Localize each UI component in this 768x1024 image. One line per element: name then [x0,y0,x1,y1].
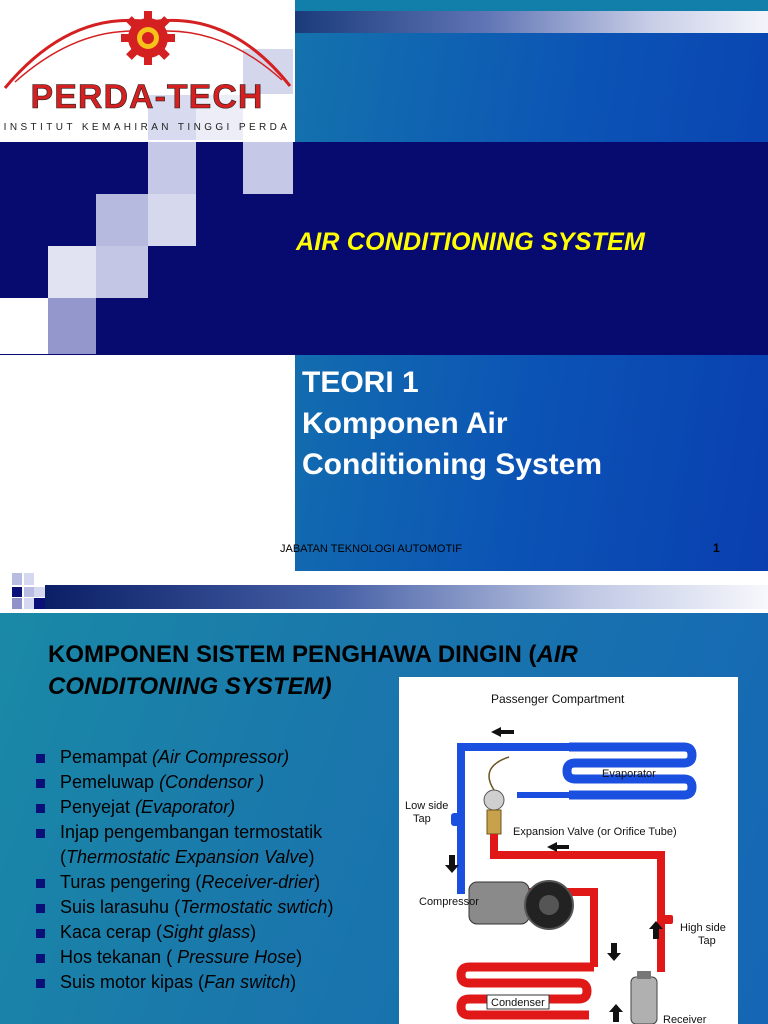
svg-text:PERDA-TECH: PERDA-TECH [30,78,264,116]
flow-arrow-icon [445,855,459,873]
header-gradient-bar [45,585,768,609]
list-item: Pemampat (Air Compressor) [36,745,390,770]
label-high-side: High side [680,922,726,934]
high-side-tap [661,915,673,924]
deco-square [12,598,22,609]
svg-text:INSTITUT KEMAHIRAN TINGGI PERD: INSTITUT KEMAHIRAN TINGGI PERDA [3,122,291,133]
bullet-icon [36,804,45,813]
flow-arrow-icon [607,943,621,961]
subtitle-line: Conditioning System [302,448,602,481]
footer-department: JABATAN TEKNOLOGI AUTOMOTIF [280,543,462,555]
perda-tech-logo [0,0,295,142]
top-accent-line [295,0,768,11]
deco-square [12,573,22,585]
label-compressor: Compressor [419,896,479,908]
ac-system-diagram [399,677,738,1024]
subtitle-line: Komponen Air [302,407,508,440]
label-condenser: Condenser [491,997,545,1009]
compressor [469,881,573,929]
deco-square [0,298,48,354]
flow-arrow-icon [609,1004,623,1022]
subtitle-line: TEORI 1 [302,366,419,399]
list-item: Pemeluwap (Condensor ) [36,770,390,795]
component-list [36,745,390,995]
deco-square [96,194,148,246]
label-evaporator: Evaporator [602,768,656,780]
list-item: Injap pengembangan termostatik (Thermostatic Expansion Valve) [36,820,390,870]
bullet-icon [36,954,45,963]
list-item: Penyejat (Evaporator) [36,795,390,820]
label-expansion-valve: Expansion Valve (or Orifice Tube) [513,826,677,838]
label-low-side-tap: Tap [413,813,431,825]
label-passenger-compartment: Passenger Compartment [491,692,625,706]
bullet-icon [36,879,45,888]
low-pressure-pipe [461,747,569,894]
deco-square [24,573,34,585]
flow-arrow-icon [491,727,514,737]
label-receiver: Receiver [663,1014,707,1024]
deco-square [243,142,293,194]
flow-arrow-icon [547,842,569,852]
deco-square [48,246,96,298]
expansion-valve [484,757,509,834]
list-item: Turas pengering (Receiver-drier) [36,870,390,895]
slide-title: AIR CONDITIONING SYSTEM [296,228,646,256]
bullet-icon [36,754,45,763]
label-high-side-tap: Tap [698,935,716,947]
bullet-icon [36,979,45,988]
deco-square [24,598,34,609]
bullet-icon [36,904,45,913]
list-item: Suis motor kipas (Fan switch) [36,970,390,995]
bullet-icon [36,779,45,788]
deco-square [34,598,45,609]
deco-square [0,194,48,246]
deco-square [12,587,22,597]
list-item: Kaca cerap (Sight glass) [36,920,390,945]
title-text: KOMPONEN SISTEM PENGHAWA DINGIN ( [48,641,537,668]
deco-square [24,587,34,597]
deco-square [96,246,148,298]
title-text-italic: AIR CONDITONING SYSTEM) [48,641,578,700]
bullet-icon [36,929,45,938]
low-side-tap [451,813,461,826]
deco-square [96,298,148,354]
label-low-side: Low side [405,800,449,812]
list-item: Suis larasuhu (Termostatic swtich) [36,895,390,920]
page-number: 1 [713,541,720,555]
bullet-icon [36,829,45,838]
slide-subtitle [302,362,602,485]
list-item: Hos tekanan ( Pressure Hose) [36,945,390,970]
top-gradient-bar [295,11,768,33]
deco-square [34,587,45,597]
slide-2 [0,571,768,1024]
deco-square [148,142,196,194]
receiver-drier [631,971,657,1024]
deco-square [0,571,12,585]
deco-square [48,298,96,354]
deco-square [148,194,196,246]
